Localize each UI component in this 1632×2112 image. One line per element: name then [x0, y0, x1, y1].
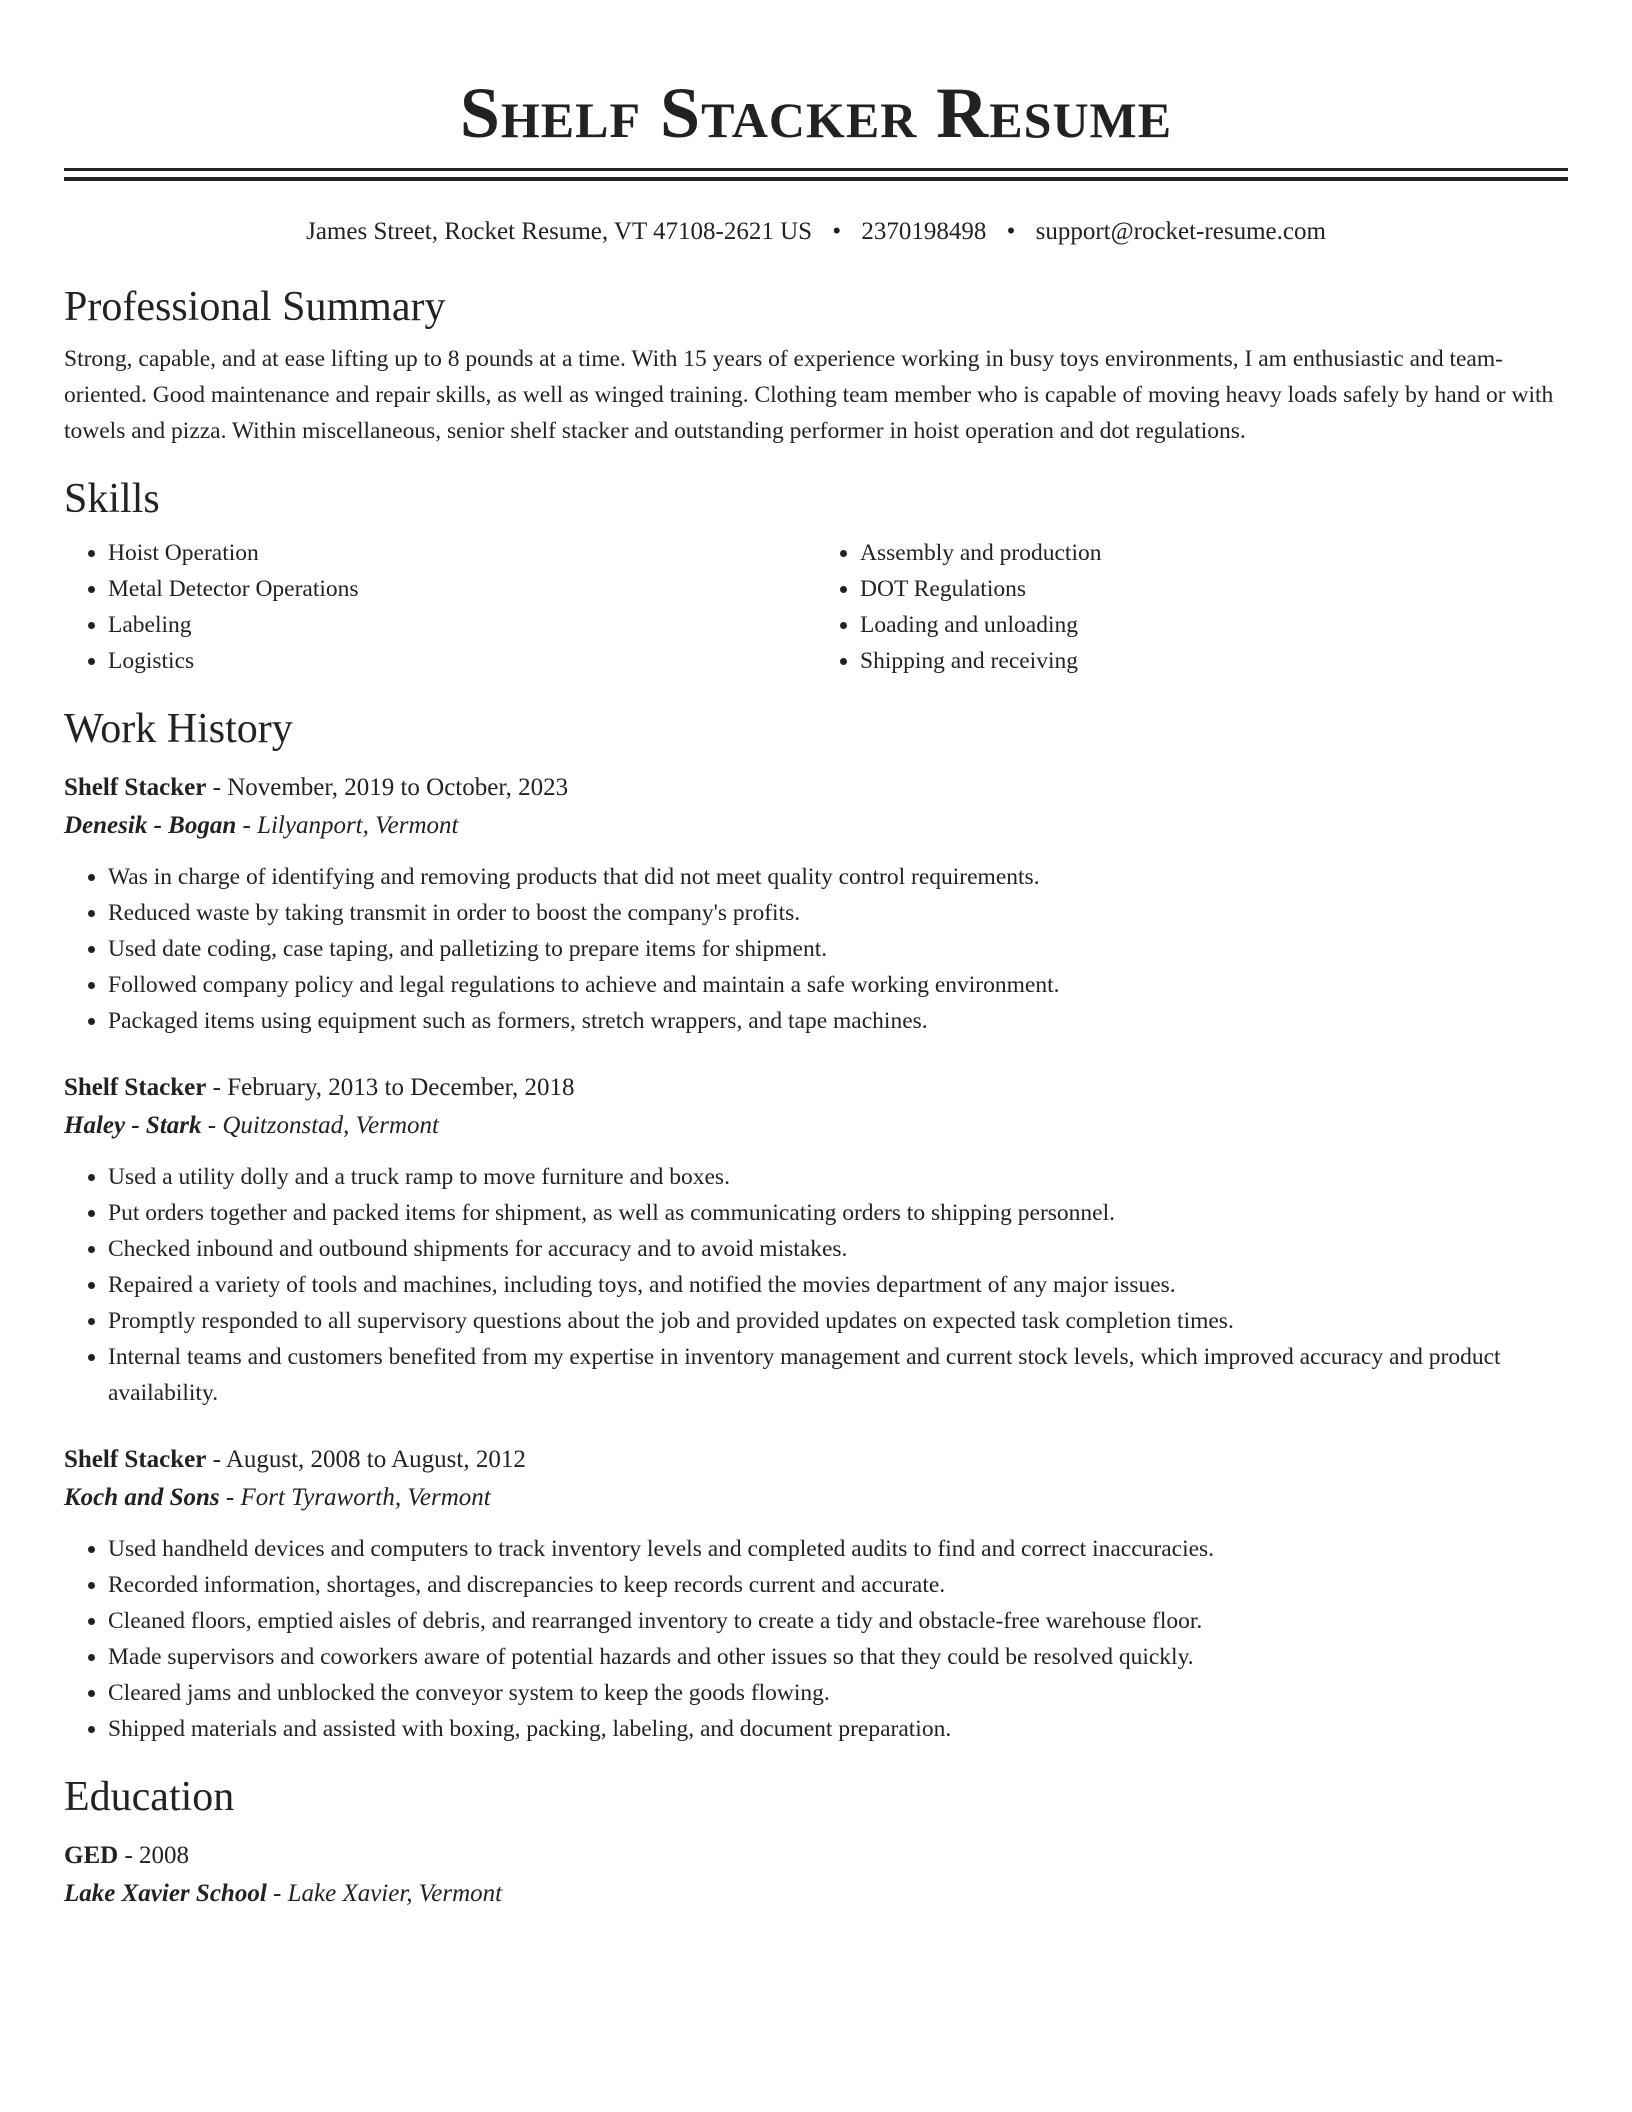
job-dash: - [225, 1484, 235, 1511]
summary-text: Strong, capable, and at ease lifting up to 8 pounds at a time. With 15 years of experience working in busy toys environments, I am enthusiastic and team-oriented. Good maintenance and repair skills, as well as winged training. Clothing team member who is capable of moving heavy loads safely by hand or with towels and pizza. Within miscellaneous, senior shelf stacker and outstanding performer in hoist operation and dot regulations. [64, 346, 1554, 444]
job-bullet: • Used a utility dolly and a truck ramp to move furniture and boxes. [108, 1159, 1568, 1195]
skills-column-left [64, 535, 816, 679]
education-dash: - [273, 1880, 282, 1907]
skill-item: • Logistics [108, 643, 816, 679]
job-bullet: • Used date coding, case taping, and palletizing to prepare items for shipment. [108, 931, 1568, 967]
job-bullet: • Promptly responded to all supervisory questions about the job and provided updates on expected task completion times. [108, 1303, 1568, 1339]
job-entry [64, 1069, 1568, 1411]
resume-page [64, 0, 1568, 1913]
skill-item: • Loading and unloading [860, 607, 1568, 643]
job-bullet: • Put orders together and packed items for shipment, as well as communicating orders to shipping personnel. [108, 1195, 1568, 1231]
title-rule-bottom [64, 177, 1568, 181]
job-dash: - [212, 1074, 221, 1101]
job-dash: - [212, 774, 221, 801]
job-bullets [64, 1159, 1568, 1411]
skills-list [64, 535, 1568, 679]
contact-phone: 2370198498 [861, 218, 987, 245]
skill-item: • Hoist Operation [108, 535, 816, 571]
education-degree: GED [64, 1842, 119, 1869]
job-bullet: • Checked inbound and outbound shipments for accuracy and to avoid mistakes. [108, 1231, 1568, 1267]
job-title: Shelf Stacker [64, 1074, 207, 1101]
job-bullet: • Recorded information, shortages, and discrepancies to keep records current and accurate. [108, 1567, 1568, 1603]
job-bullets [64, 1531, 1568, 1747]
contact-separator: • [1006, 218, 1016, 245]
skill-item: • Labeling [108, 607, 816, 643]
job-company: Haley - Stark [64, 1112, 202, 1139]
job-bullet: • Cleared jams and unblocked the conveyor system to keep the goods flowing. [108, 1675, 1568, 1711]
skills-heading: Skills [64, 476, 160, 522]
job-company-line [64, 1479, 1568, 1517]
job-bullet: • Internal teams and customers benefited from my expertise in inventory management and current stock levels, which improved accuracy and product availability. [108, 1339, 1568, 1411]
resume-title: Shelf Stacker Resume [459, 73, 1173, 153]
education-year: 2008 [139, 1842, 190, 1869]
job-title-line [64, 1441, 1568, 1479]
job-location: Lilyanport, Vermont [257, 812, 459, 839]
skill-item: • DOT Regulations [860, 571, 1568, 607]
job-dates: August, 2008 to August, 2012 [225, 1446, 526, 1473]
job-dash: - [212, 1446, 221, 1473]
education-location: Lake Xavier, Vermont [287, 1880, 503, 1907]
job-dash: - [242, 812, 251, 839]
job-location: Fort Tyraworth, Vermont [240, 1484, 491, 1511]
skill-item: • Shipping and receiving [860, 643, 1568, 679]
job-bullet: • Shipped materials and assisted with boxing, packing, labeling, and document preparation. [108, 1711, 1568, 1747]
job-bullets [64, 859, 1568, 1039]
education-school-line [64, 1875, 1568, 1913]
job-bullet: • Was in charge of identifying and removing products that did not meet quality control requirements. [108, 859, 1568, 895]
job-dates: February, 2013 to December, 2018 [227, 1074, 575, 1101]
skills-column-right [816, 535, 1568, 679]
contact-line [64, 215, 1568, 249]
job-dates: November, 2019 to October, 2023 [227, 774, 569, 801]
job-bullet: • Reduced waste by taking transmit in order to boost the company's profits. [108, 895, 1568, 931]
contact-separator: • [832, 218, 842, 245]
job-company: Denesik - Bogan [64, 812, 237, 839]
job-bullet: • Followed company policy and legal regulations to achieve and maintain a safe working environment. [108, 967, 1568, 1003]
title-rule-top [64, 168, 1568, 171]
job-dash: - [207, 1112, 217, 1139]
job-bullet: • Made supervisors and coworkers aware of potential hazards and other issues so that they could be resolved quickly. [108, 1639, 1568, 1675]
job-title: Shelf Stacker [64, 1446, 207, 1473]
job-company-line [64, 807, 1568, 845]
job-company-line [64, 1107, 1568, 1145]
education-degree-line [64, 1837, 1568, 1875]
job-entry [64, 1441, 1568, 1747]
job-entry [64, 769, 1568, 1039]
summary-heading: Professional Summary [64, 284, 446, 330]
job-bullet: • Used handheld devices and computers to track inventory levels and completed audits to find and correct inaccuracies. [108, 1531, 1568, 1567]
job-title-line [64, 769, 1568, 807]
skill-item: • Assembly and production [860, 535, 1568, 571]
job-company: Koch and Sons [64, 1484, 220, 1511]
job-bullet: • Repaired a variety of tools and machines, including toys, and notified the movies department of any major issues. [108, 1267, 1568, 1303]
education-dash: - [124, 1842, 133, 1869]
education-heading: Education [64, 1774, 235, 1820]
job-title: Shelf Stacker [64, 774, 207, 801]
contact-email: support@rocket-resume.com [1035, 218, 1326, 245]
job-bullet: • Cleaned floors, emptied aisles of debris, and rearranged inventory to create a tidy and obstacle-free warehouse floor. [108, 1603, 1568, 1639]
job-bullet: • Packaged items using equipment such as formers, stretch wrappers, and tape machines. [108, 1003, 1568, 1039]
job-title-line [64, 1069, 1568, 1107]
education-school: Lake Xavier School [64, 1880, 267, 1907]
skill-item: • Metal Detector Operations [108, 571, 816, 607]
work-heading: Work History [64, 706, 293, 752]
job-location: Quitzonstad, Vermont [222, 1112, 440, 1139]
contact-address: James Street, Rocket Resume, VT 47108-2621 US [306, 218, 813, 245]
education-entry [64, 1837, 1568, 1913]
